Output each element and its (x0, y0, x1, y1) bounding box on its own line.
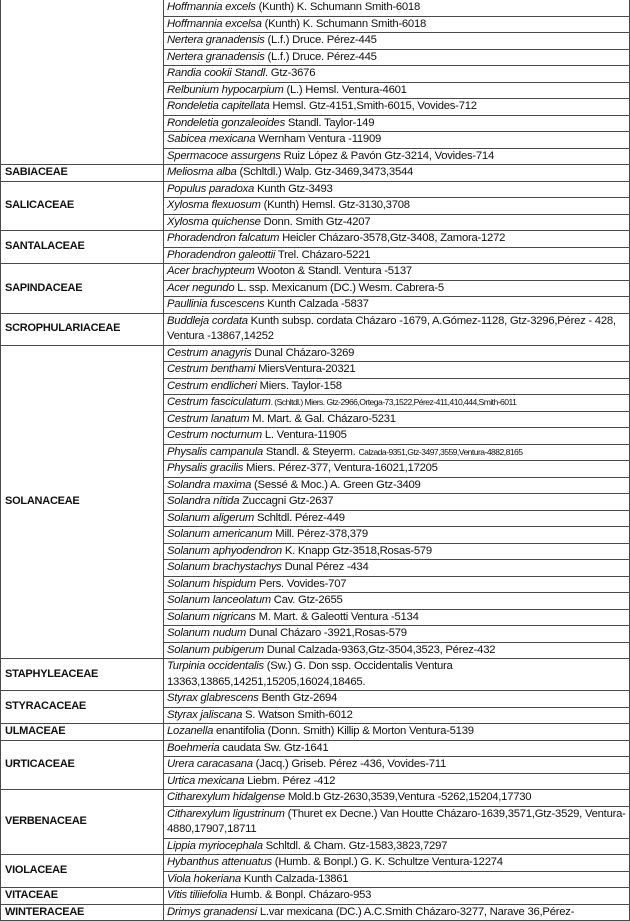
scientific-name: Rondeletia gonzaleoides (167, 116, 285, 129)
authority-and-collections: K. Knapp Gtz-3518,Rosas-579 (281, 544, 432, 557)
species-cell (164, 461, 630, 478)
scientific-name: Cestrum lanatum (167, 412, 250, 425)
scientific-name: Physalis campanula (167, 445, 263, 458)
authority-and-collections: (Kunth) K. Schumann Smith-6018 (255, 1, 420, 13)
table-row (1, 740, 630, 757)
family-name: ULMACEAE (1, 724, 164, 741)
authority-and-collections: Dunal Calzada-9363,Gtz-3504,3523, Pérez-432 (263, 643, 496, 656)
authority-and-collections: . (Schltdl.) Miers. Gtz-2966,Ortega-73,1522,Pérez-411,410,444,Smith-6011 (270, 397, 517, 407)
species-cell (164, 724, 630, 741)
authority-and-collections: Liebm. Pérez -412 (244, 774, 336, 787)
scientific-name: Hoffmannia excels (167, 1, 256, 13)
species-cell (164, 231, 630, 248)
species-table-body (1, 0, 630, 921)
scientific-name: Lippia myriocephala (167, 839, 263, 852)
authority-and-collections: Benth Gtz-2694 (258, 692, 338, 704)
family-name: SOLANACEAE (1, 345, 164, 659)
species-cell (164, 115, 630, 132)
scientific-name: Solanum nigricans (167, 610, 256, 623)
authority-and-collections: Mold.b Gtz-2630,3539,Ventura -5262,15204,17730 (284, 791, 532, 803)
authority-and-collections: L. ssp. Mexicanum (DC.) Wesm. Cabrera-5 (234, 281, 444, 294)
scientific-name: Cestrum benthami (167, 363, 256, 375)
scientific-name: Citharexylum ligustrinum (167, 807, 285, 820)
family-name: SALICACEAE (1, 181, 164, 231)
scientific-name: Hoffmannia excelsa (167, 17, 262, 30)
scientific-name: Xylosma flexuosum (167, 199, 261, 211)
authority-and-collections: (Jacq.) Griseb. Pérez -436, Vovides-711 (252, 758, 447, 770)
scientific-name: Drimys granadensi (167, 905, 257, 918)
scientific-name: Citharexylum hidalgense (167, 791, 285, 803)
authority-and-collections: Miers. Taylor-158 (256, 379, 342, 392)
species-cell (164, 838, 630, 855)
authority-and-collections: (Thuret ex Decne.) Van Houtte Cházaro-1639,3571,Gtz-3529, Ventura-4880,17907,18711 (167, 807, 626, 835)
authority-and-collections: L. Ventura-11905 (261, 429, 347, 441)
species-cell (164, 740, 630, 757)
scientific-name: Cestrum anagyris (167, 346, 252, 359)
species-cell (164, 888, 630, 905)
species-cell (164, 609, 630, 626)
authority-and-collections: Wernham Ventura -11909 (255, 133, 382, 145)
family-name: URTICACEAE (1, 740, 164, 790)
scientific-name: Solandra maxima (167, 478, 252, 491)
authority-and-collections: (L.f.) Druce. Pérez-445 (264, 50, 377, 63)
table-row (1, 0, 630, 16)
species-cell (164, 66, 630, 83)
species-cell (164, 773, 630, 790)
species-cell (164, 313, 630, 345)
authority-and-collections: Dunal Pérez -434 (281, 561, 369, 573)
authority-and-collections: enantifolia (Donn. Smith) Killip & Morton Ventura-5139 (213, 725, 474, 737)
scientific-name: Turpinia occidentalis (167, 660, 264, 672)
authority-and-collections: Kunth Calzada -5837 (264, 298, 369, 310)
family-name: VERBENACEAE (1, 790, 164, 855)
species-cell (164, 165, 630, 182)
species-cell (164, 806, 630, 838)
scientific-name: Acer brachypteum (167, 265, 255, 277)
scientific-name: Meliosma alba (167, 166, 237, 178)
species-cell (164, 198, 630, 215)
species-cell (164, 510, 630, 527)
table-row (1, 165, 630, 182)
species-cell (164, 49, 630, 66)
family-name: SAPINDACEAE (1, 264, 164, 314)
table-row (1, 888, 630, 905)
scientific-name: Lozanella (167, 725, 214, 737)
family-name: SABIACEAE (1, 165, 164, 182)
species-cell (164, 790, 630, 807)
authority-and-collections: Miers. Pérez-377, Ventura-16021,17205 (243, 462, 438, 474)
species-cell (164, 428, 630, 445)
scientific-name: Acer negundo (167, 281, 235, 294)
scientific-name: Populus paradoxa (167, 182, 255, 195)
scientific-name: Solanum americanum (167, 528, 273, 540)
species-cell (164, 576, 630, 593)
authority-and-collections: Zuccagni Gtz-2637 (239, 495, 334, 507)
authority-and-collections: M. Mart. & Gal. Cházaro-5231 (249, 412, 396, 425)
scientific-name: Solanum pubigerum (167, 643, 264, 656)
authority-and-collections: MiersVentura-20321 (255, 363, 356, 375)
family-name: STYRACACEAE (1, 691, 164, 724)
species-cell (164, 362, 630, 379)
species-cell (164, 33, 630, 50)
table-row (1, 659, 630, 691)
authority-and-collections: Cav. Gtz-2655 (270, 594, 343, 606)
scientific-name: Phoradendron falcatum (167, 232, 280, 244)
species-cell (164, 593, 630, 610)
species-cell (164, 0, 630, 16)
scientific-name: Viola hokeriana (167, 872, 241, 885)
authority-and-collections: Kunth Calzada-13861 (240, 872, 349, 885)
species-cell (164, 99, 630, 116)
family-name: VIOLACEAE (1, 855, 164, 888)
species-cell (164, 855, 630, 872)
scientific-name: Solanum aphyodendron (167, 544, 282, 557)
authority-and-collections: (Schltdl.) Walp. Gtz-3469,3473,3544 (236, 166, 414, 178)
species-cell (164, 560, 630, 577)
species-cell (164, 904, 630, 921)
scientific-name: Sabicea mexicana (167, 133, 256, 145)
authority-and-collections: (L.) Hemsl. Ventura-4601 (283, 83, 407, 96)
table-row (1, 231, 630, 248)
table-row (1, 904, 630, 921)
species-cell (164, 181, 630, 198)
authority-and-collections: (L.f.) Druce. Pérez-445 (264, 34, 377, 46)
scientific-name: Nertera granadensis (167, 34, 265, 46)
collections-compressed: Calzada-9351,Gtz-3497,3559,Ventura-4882,8165 (358, 446, 523, 457)
family-name: VITACEAE (1, 888, 164, 905)
species-cell (164, 148, 630, 165)
scientific-name: Relbunium hypocarpium (167, 83, 284, 96)
authority-and-collections: M. Mart. & Galeotti Ventura -5134 (255, 610, 419, 623)
authority-and-collections: Schltdl. Pérez-449 (254, 511, 345, 524)
table-row (1, 181, 630, 198)
scientific-name: Paullinia fuscescens (167, 298, 265, 310)
authority-and-collections: Humb. & Bonpl. Cházaro-953 (227, 889, 372, 901)
species-cell (164, 871, 630, 888)
authority-and-collections: Dunal Cházaro-3269 (251, 346, 355, 359)
authority-and-collections: (Kunth) K. Schumann Smith-6018 (261, 17, 427, 30)
authority-and-collections: Kunth subsp. cordata Cházaro -1679, A.Gómez-1128, Gtz-3296,Pérez - 428, Ventura -13867,14252 (167, 314, 616, 342)
scientific-name: Boehmeria (167, 741, 220, 754)
scientific-name: Nertera granadensis (167, 50, 265, 63)
table-row (1, 691, 630, 708)
species-cell (164, 411, 630, 428)
authority-and-collections: Dunal Cházaro -3921,Rosas-579 (246, 627, 407, 639)
authority-and-collections: Heicler Cházaro-3578,Gtz-3408, Zamora-1272 (279, 232, 506, 244)
scientific-name: Solanum aligerum (167, 511, 255, 524)
authority-and-collections: . Gtz-3676 (265, 67, 316, 79)
table-row (1, 790, 630, 807)
authority-and-collections: Standl. & Steyerm. (262, 445, 359, 458)
authority-and-collections: Donn. Smith Gtz-4207 (260, 215, 371, 228)
authority-and-collections: (Sessé & Moc.) A. Green Gtz-3409 (251, 478, 421, 491)
species-cell (164, 280, 630, 297)
family-name: STAPHYLEACEAE (1, 659, 164, 691)
scientific-name: Cestrum endlicheri (167, 379, 257, 392)
scientific-name: Solanum hispidum (167, 577, 256, 590)
authority-and-collections: L.var mexicana (DC.) A.C.Smith Cházaro-3277, Narave 36,Pérez- (256, 905, 575, 918)
authority-and-collections: (Kunth) Hemsl. Gtz-3130,3708 (260, 199, 410, 211)
species-cell (164, 494, 630, 511)
species-cell (164, 82, 630, 99)
species-cell (164, 626, 630, 643)
table-row (1, 855, 630, 872)
scientific-name: Styrax jaliscana (167, 708, 243, 721)
scientific-name: Urera caracasana (167, 758, 253, 770)
authority-and-collections: (Sw.) G. Don ssp. Occidentalis Ventura 13363,13865,14251,15205,16024,18465. (167, 660, 453, 688)
scientific-name: Solanum nudum (167, 627, 247, 639)
authority-and-collections: caudata Sw. Gtz-1641 (219, 741, 329, 754)
authority-and-collections: Standl. Taylor-149 (284, 116, 375, 129)
family-name: WINTERACEAE (1, 904, 164, 921)
scientific-name: Urtica mexicana (167, 774, 245, 787)
scientific-name: Hybanthus attenuatus (167, 856, 272, 868)
table-row (1, 264, 630, 281)
species-cell (164, 642, 630, 659)
species-cell (164, 214, 630, 231)
scientific-name: Vitis tiliiefolia (167, 889, 228, 901)
family-name: SANTALACEAE (1, 231, 164, 264)
authority-and-collections: (Humb. & Bonpl.) G. K. Schultze Ventura-12274 (271, 856, 503, 868)
species-cell (164, 659, 630, 691)
species-cell (164, 527, 630, 544)
family-name (1, 0, 164, 165)
species-cell (164, 707, 630, 724)
scientific-name: Cestrum nocturnum (167, 429, 262, 441)
species-cell (164, 132, 630, 149)
species-cell (164, 477, 630, 494)
authority-and-collections: Schltdl. & Cham. Gtz-1583,3823,7297 (262, 839, 448, 852)
scientific-name: Spermacoce assurgens (167, 149, 281, 162)
authority-and-collections: Wooton & Standl. Ventura -5137 (254, 265, 412, 277)
species-cell (164, 691, 630, 708)
scientific-name: Solanum brachystachys (167, 561, 282, 573)
species-cell (164, 444, 630, 461)
scientific-name: Phoradendron galeottii (167, 248, 276, 261)
authority-and-collections: Ruiz López & Pavón Gtz-3214, Vovides-714 (280, 149, 494, 162)
species-cell (164, 247, 630, 264)
authority-and-collections: Mill. Pérez-378,379 (272, 528, 368, 540)
table-row (1, 345, 630, 362)
scientific-name: Xylosma quichense (167, 215, 261, 228)
scientific-name: Solanum lanceolatum (167, 594, 271, 606)
authority-and-collections: Kunth Gtz-3493 (254, 182, 333, 195)
species-cell (164, 264, 630, 281)
authority-and-collections: Hemsl. Gtz-4151,Smith-6015, Vovides-712 (269, 100, 477, 112)
scientific-name: Physalis gracilis (167, 462, 244, 474)
scientific-name: Rondeletia capitellata (167, 100, 270, 112)
species-cell (164, 395, 630, 412)
table-row (1, 724, 630, 741)
species-cell (164, 345, 630, 362)
scientific-name: Buddleja cordata (167, 314, 248, 327)
family-name: SCROPHULARIACEAE (1, 313, 164, 345)
scientific-name: Solandra nítida (167, 495, 240, 507)
table-row (1, 313, 630, 345)
scientific-name: Styrax glabrescens (167, 692, 259, 704)
authority-and-collections: S. Watson Smith-6012 (242, 708, 353, 721)
species-cell (164, 297, 630, 314)
authority-and-collections: Pers. Vovides-707 (255, 577, 347, 590)
authority-and-collections: Trel. Cházaro-5221 (275, 248, 371, 261)
scientific-name: Cestrum fasciculatum (167, 396, 271, 408)
species-cell (164, 757, 630, 774)
scientific-name: Randia cookii Standl (167, 67, 265, 79)
species-cell (164, 16, 630, 33)
species-cell (164, 543, 630, 560)
species-cell (164, 378, 630, 395)
